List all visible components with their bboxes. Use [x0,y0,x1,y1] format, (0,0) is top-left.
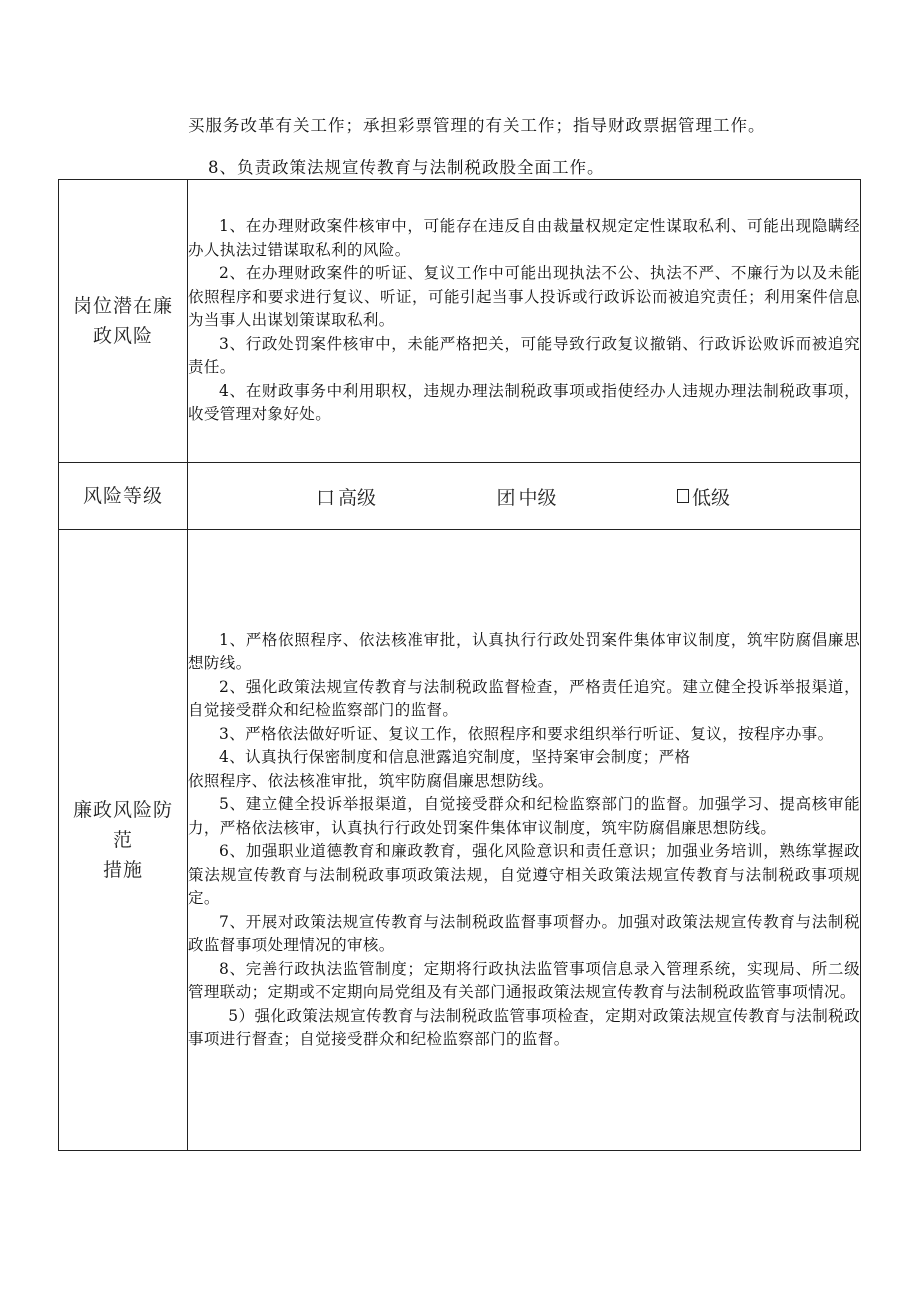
measures-label-line-3: 措施 [102,859,143,881]
measures-label-cell [59,530,188,1151]
level-label: 风险等级 [82,485,163,507]
measure-item: 7、开展对政策法规宣传教育与法制税政监督事项督办。加强对政策法规宣传教育与法制税政监督事项处理情况的审核。 [188,912,860,954]
measure-item: 4、认真执行保密制度和信息泄露追究制度，坚持案审会制度；严格 [219,748,691,766]
level-option-low[interactable] [677,483,730,510]
risk-item: 2、在办理财政案件的听证、复议工作中可能出现执法不公、执法不严、不廉行为以及未能依照程序和要求进行复议、听证，可能引起当事人投诉或行政诉讼而被追究责任；利用案件信息为当事人出谋划策谋取私利。 [188,264,860,330]
measure-item: 依照程序、依法核准审批，筑牢防腐倡廉思想防线。 [188,771,554,790]
measure-item: 5）强化政策法规宣传教育与法制税政监管事项检查，定期对政策法规宣传教育与法制税政事项进行督查；自觉接受群众和纪检监察部门的监督。 [188,1006,860,1048]
measure-item: 5、建立健全投诉举报渠道，自觉接受群众和纪检监察部门的监督。加强学习、提高核审能力，严格依法核审，认真执行行政处罚案件集体审议制度，筑牢防腐倡廉思想防线。 [188,795,860,837]
measures-content-cell [188,530,861,1151]
level-option-mid[interactable] [496,483,556,510]
level-label-cell [59,463,188,530]
measures-row [59,530,861,1151]
risk-item: 3、行政处罚案件核审中，未能严格把关，可能导致行政复议撤销、行政诉讼败诉而被追究责任。 [188,334,860,377]
measures-label-line-1: 廉政风险防 [72,799,173,821]
measure-item: 2、强化政策法规宣传教育与法制税政监督检查，严格责任追究。建立健全投诉举报渠道，自觉接受群众和纪检监察部门的监督。 [188,677,860,719]
intro-line-2: 8、负责政策法规宣传教育与法制税政股全面工作。 [208,158,605,177]
level-option-high[interactable] [316,483,376,510]
risk-label: 岗位潜在廉政风险 [72,295,173,347]
checked-box-icon: 团 [496,486,516,509]
measure-item: 8、完善行政执法监管制度；定期将行政执法监管事项信息录入管理系统，实现局、所二级管理联动；定期或不定期向局党组及有关部门通报政策法规宣传教育与法制税政监管事项情况。 [188,959,860,1001]
level-mid-label: 中级 [518,486,557,509]
risk-content-cell [188,180,861,463]
level-options-cell [188,463,861,530]
unchecked-box-icon: 口 [316,486,336,509]
intro-line-1: 买服务改革有关工作；承担彩票管理的有关工作；指导财政票据管理工作。 [188,116,766,135]
risk-item: 4、在财政事务中利用职权，违规办理法制税政事项或指使经办人违规办理法制税政事项，收受管理对象好处。 [188,381,860,424]
checkbox-icon [677,489,689,503]
risk-row [59,180,861,463]
level-low-label: 低级 [691,486,730,509]
level-row [59,463,861,530]
level-high-label: 高级 [338,486,377,509]
measure-item: 1、严格依照程序、依法核准审批，认真执行行政处罚案件集体审议制度，筑牢防腐倡廉思想防线。 [188,630,860,672]
measure-item: 6、加强职业道德教育和廉政教育，强化风险意识和责任意识；加强业务培训，熟练掌握政策法规宣传教育与法制税政事项政策法规，自觉遵守相关政策法规宣传教育与法制税政事项规定。 [188,842,860,907]
risk-item: 1、在办理财政案件核审中，可能存在违反自由裁量权规定定性谋取私利、可能出现隐瞒经办人执法过错谋取私利的风险。 [188,217,860,259]
risk-table [58,179,861,1151]
level-options [188,483,860,510]
measures-label-line-2: 范 [112,829,133,851]
risk-label-cell [59,180,188,463]
measure-item: 3、严格依法做好听证、复议工作，依照程序和要求组织举行听证、复议，按程序办事。 [219,724,834,743]
